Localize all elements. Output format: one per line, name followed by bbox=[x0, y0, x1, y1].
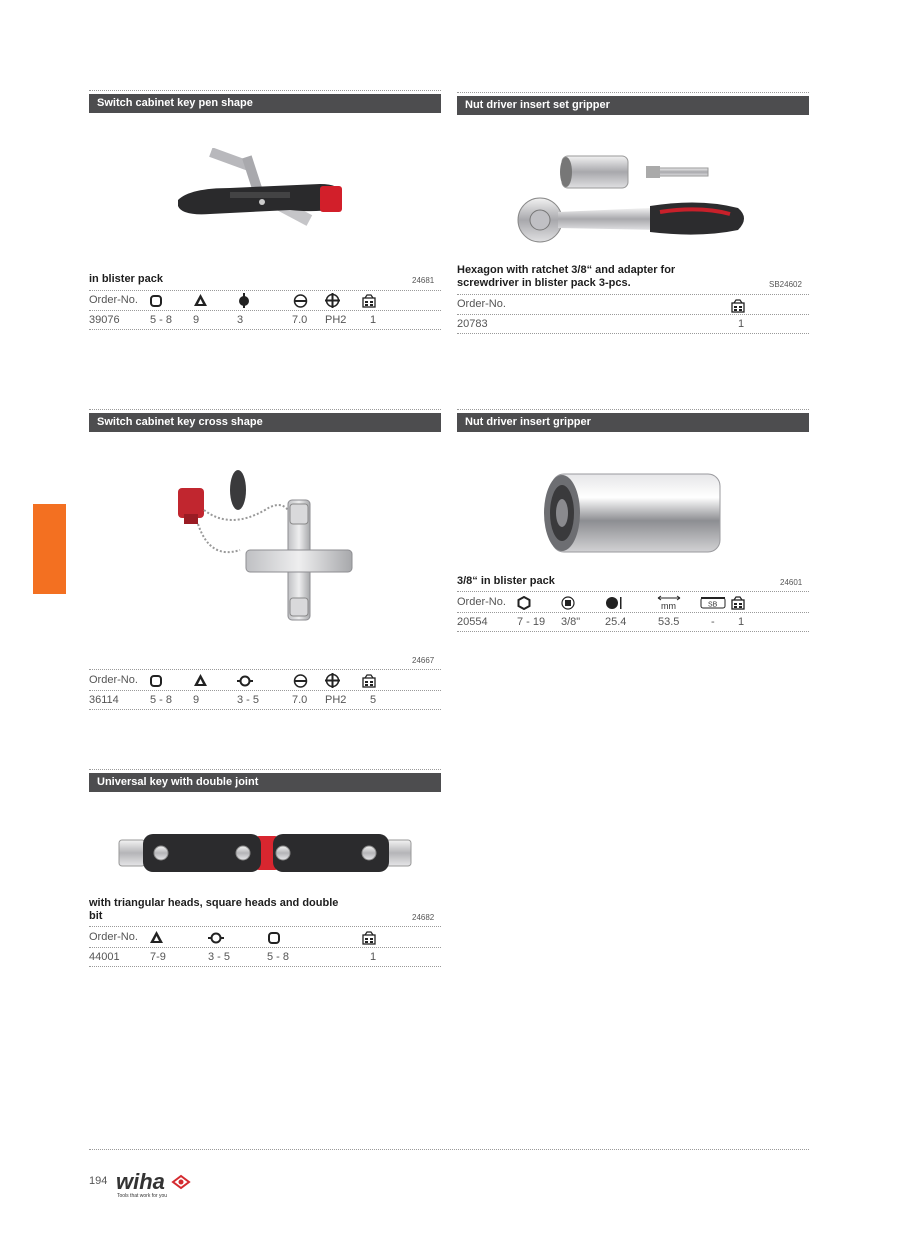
order-no-label: Order-No. bbox=[457, 298, 506, 310]
article-number: 24681 bbox=[412, 276, 435, 285]
gripper-socket-product-image bbox=[540, 468, 730, 558]
pack-quantity-icon bbox=[731, 596, 745, 610]
subtitle-nutset-line1: Hexagon with ratchet 3/8“ and adapter for bbox=[457, 264, 676, 276]
subtitle-universal-line2: bit bbox=[89, 910, 103, 922]
divider bbox=[457, 409, 809, 410]
logo-text: wiha bbox=[116, 1169, 165, 1194]
table-cell: PH2 bbox=[325, 314, 347, 326]
triangle-key-icon bbox=[149, 930, 164, 945]
divider bbox=[457, 314, 809, 315]
slotted-icon bbox=[293, 674, 308, 688]
table-cell: 53.5 bbox=[658, 616, 680, 628]
triangle-key-icon bbox=[193, 673, 208, 688]
logo-tagline: Tools that work for you bbox=[117, 1193, 168, 1199]
divider bbox=[457, 612, 809, 613]
order-number: 36114 bbox=[89, 694, 119, 706]
divider bbox=[457, 631, 809, 632]
pack-quantity-icon bbox=[731, 299, 745, 313]
pack-quantity-icon bbox=[362, 294, 376, 308]
table-cell: PH2 bbox=[325, 694, 347, 706]
order-no-label: Order-No. bbox=[89, 931, 138, 943]
table-cell: 5 - 8 bbox=[267, 951, 290, 963]
order-no-label: Order-No. bbox=[89, 294, 138, 306]
pack-quantity-icon bbox=[362, 674, 376, 688]
divider bbox=[89, 926, 441, 927]
divider bbox=[89, 966, 441, 967]
divider bbox=[457, 591, 809, 592]
divider bbox=[89, 90, 441, 91]
table-cell: 9 bbox=[193, 694, 200, 706]
table-cell: 1 bbox=[738, 318, 745, 330]
divider bbox=[457, 294, 809, 295]
article-number: 24667 bbox=[412, 656, 435, 665]
table-cell: 1 bbox=[370, 314, 377, 326]
length-icon bbox=[657, 595, 681, 611]
table-cell: 3/8" bbox=[561, 616, 581, 628]
square-key-icon bbox=[267, 931, 281, 945]
triangle-key-icon bbox=[193, 293, 208, 308]
order-number: 39076 bbox=[89, 314, 120, 326]
universal-key-product-image bbox=[115, 828, 415, 878]
table-cell: 25.4 bbox=[605, 616, 627, 628]
table-cell: 9 bbox=[193, 314, 200, 326]
subtitle-nutset-line2: screwdriver in blister pack 3-pcs. bbox=[457, 277, 631, 289]
divider bbox=[457, 92, 809, 93]
table-cell: 7.0 bbox=[292, 314, 308, 326]
nut-driver-set-product-image bbox=[510, 150, 760, 245]
table-cell: 3 bbox=[237, 314, 244, 326]
section-header-pen: Switch cabinet key pen shape bbox=[89, 94, 441, 113]
table-cell: 1 bbox=[738, 616, 745, 628]
phillips-icon bbox=[325, 293, 340, 308]
order-number: 44001 bbox=[89, 951, 120, 963]
sb-pack-icon bbox=[700, 596, 726, 609]
square-key-icon bbox=[149, 294, 163, 308]
cross-key-product-image bbox=[170, 470, 360, 625]
table-cell: 3 - 5 bbox=[208, 951, 231, 963]
order-no-label: Order-No. bbox=[89, 674, 138, 686]
table-cell: 7.0 bbox=[292, 694, 308, 706]
hexagon-range-icon bbox=[517, 596, 531, 610]
divider bbox=[89, 769, 441, 770]
divider bbox=[89, 290, 441, 291]
article-number: SB24602 bbox=[769, 280, 802, 289]
table-cell: - bbox=[711, 616, 715, 628]
table-cell: 5 bbox=[370, 694, 377, 706]
subtitle-universal-line1: with triangular heads, square heads and double bbox=[89, 897, 339, 909]
table-cell: 7-9 bbox=[150, 951, 166, 963]
pen-key-product-image bbox=[170, 148, 360, 248]
double-bit-icon bbox=[208, 931, 224, 945]
section-header-cross: Switch cabinet key cross shape bbox=[89, 413, 441, 432]
order-no-label: Order-No. bbox=[457, 596, 506, 608]
divider bbox=[89, 409, 441, 410]
divider bbox=[89, 310, 441, 311]
table-cell: 3 - 5 bbox=[237, 694, 260, 706]
divider bbox=[89, 329, 441, 330]
order-number: 20554 bbox=[457, 616, 488, 628]
table-cell: 5 - 8 bbox=[150, 694, 173, 706]
section-header-nutset: Nut driver insert set gripper bbox=[457, 96, 809, 115]
subtitle-gripper: 3/8“ in blister pack bbox=[457, 575, 555, 587]
double-bit-icon bbox=[237, 292, 251, 308]
article-number: 24601 bbox=[780, 578, 803, 587]
square-key-icon bbox=[149, 674, 163, 688]
table-cell: 7 - 19 bbox=[517, 616, 546, 628]
article-number: 24682 bbox=[412, 913, 435, 922]
table-cell: 5 - 8 bbox=[150, 314, 173, 326]
double-bit-icon bbox=[237, 674, 253, 688]
divider bbox=[89, 709, 441, 710]
sb-label: SB bbox=[708, 601, 718, 609]
subtitle-pen: in blister pack bbox=[89, 273, 163, 285]
diameter-icon bbox=[605, 595, 623, 611]
divider bbox=[89, 690, 441, 691]
mm-label: mm bbox=[661, 601, 676, 611]
pack-quantity-icon bbox=[362, 931, 376, 945]
section-header-universal: Universal key with double joint bbox=[89, 773, 441, 792]
page-number: 194 bbox=[89, 1175, 108, 1187]
section-header-gripper: Nut driver insert gripper bbox=[457, 413, 809, 432]
phillips-icon bbox=[325, 673, 340, 688]
order-number: 20783 bbox=[457, 318, 488, 330]
chapter-tab bbox=[33, 504, 66, 594]
divider bbox=[89, 669, 441, 670]
divider bbox=[457, 333, 809, 334]
table-cell: 1 bbox=[370, 951, 377, 963]
divider bbox=[89, 947, 441, 948]
footer-divider bbox=[89, 1149, 809, 1150]
slotted-icon bbox=[293, 294, 308, 308]
square-drive-icon bbox=[561, 596, 575, 610]
wiha-logo bbox=[115, 1168, 195, 1200]
